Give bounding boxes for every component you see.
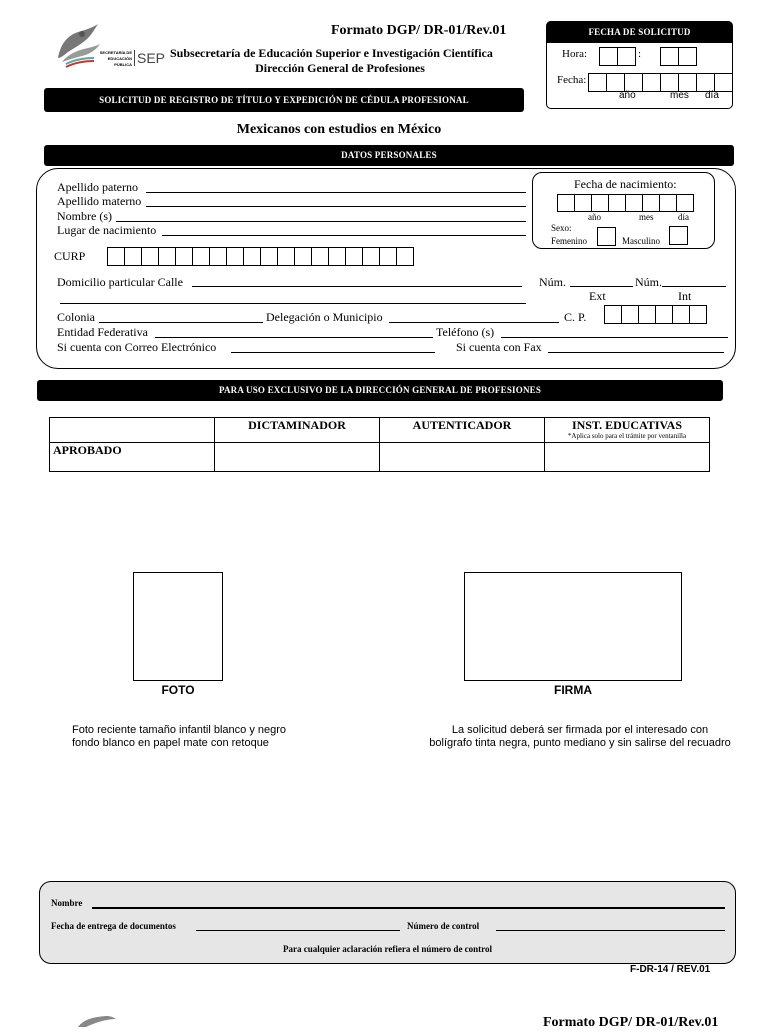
inst-educativas-header bbox=[545, 418, 710, 443]
lugar-nacimiento-label: Lugar de nacimiento bbox=[57, 223, 157, 237]
next-page-logo bbox=[76, 1014, 116, 1026]
nac-dia-label: día bbox=[678, 212, 689, 222]
int-label: Int bbox=[678, 289, 692, 303]
logo-sep: SEP bbox=[134, 50, 165, 66]
curp-label: CURP bbox=[54, 249, 86, 263]
sep-logo bbox=[52, 18, 166, 70]
apellido-paterno-field[interactable] bbox=[146, 192, 526, 193]
numero-control-field[interactable] bbox=[496, 930, 725, 931]
hora-colon: : bbox=[638, 48, 642, 60]
aclaracion-note: Para cualquier aclaración refiera el número de control bbox=[282, 944, 493, 954]
entidad-label: Entidad Federativa bbox=[57, 325, 148, 339]
domicilio-field[interactable] bbox=[192, 286, 522, 287]
sexo-label: Sexo: bbox=[551, 223, 572, 233]
apellido-materno-field[interactable] bbox=[146, 206, 526, 207]
direccion-title: Dirección General de Profesiones bbox=[255, 61, 425, 75]
fecha-label: Fecha: bbox=[557, 74, 587, 86]
hora-mm-cells[interactable] bbox=[660, 47, 697, 66]
hora-label: Hora: bbox=[562, 48, 588, 60]
nac-ano-label: año bbox=[588, 212, 601, 222]
inst-educativas-note: *Aplica solo para el trámite por ventanilla bbox=[567, 432, 687, 440]
inst-educativas-label: INST. EDUCATIVAS bbox=[571, 418, 683, 432]
apellido-paterno-label: Apellido paterno bbox=[57, 180, 138, 194]
fecha-solicitud-title: FECHA DE SOLICITUD bbox=[546, 21, 733, 43]
domicilio-field-2[interactable] bbox=[60, 303, 526, 304]
fecha-nacimiento-title: Fecha de nacimiento: bbox=[574, 177, 677, 191]
aprobado-label: APROBADO bbox=[50, 443, 215, 472]
logo-text: SECRETARÍA DE EDUCACIÓN PÚBLICA bbox=[99, 50, 132, 67]
next-page-header: Formato DGP/ DR-01/Rev.01 bbox=[543, 1015, 719, 1030]
eagle-emblem-icon bbox=[76, 1015, 116, 1027]
foto-note-2: fondo blanco en papel mate con retoque bbox=[72, 737, 269, 749]
apellido-materno-label: Apellido materno bbox=[57, 194, 142, 208]
nombre-label: Nombre (s) bbox=[57, 209, 112, 223]
fecha-entrega-field[interactable] bbox=[196, 930, 400, 931]
femenino-checkbox[interactable] bbox=[597, 227, 616, 246]
fax-field[interactable] bbox=[548, 352, 724, 353]
cp-label: C. P. bbox=[564, 310, 587, 324]
num-int-field[interactable] bbox=[662, 286, 726, 287]
uso-exclusivo-bar: PARA USO EXCLUSIVO DE LA DIRECCIÓN GENERAL DE PROFESIONES bbox=[37, 380, 723, 401]
femenino-label: Femenino bbox=[551, 236, 587, 246]
autenticador-header: AUTENTICADOR bbox=[380, 418, 545, 443]
dictaminador-header: DICTAMINADOR bbox=[215, 418, 380, 443]
dictaminador-cell[interactable] bbox=[215, 443, 380, 472]
foto-label: FOTO bbox=[161, 683, 195, 697]
entidad-field[interactable] bbox=[155, 337, 433, 338]
fecha-ano-label: año bbox=[619, 90, 636, 101]
firma-note-2: bolígrafo tinta negra, punto mediano y sin salirse del recuadro bbox=[429, 737, 731, 749]
fecha-dia-label: día bbox=[705, 90, 719, 101]
hora-hh-cells[interactable] bbox=[599, 47, 636, 66]
inst-educativas-cell[interactable] bbox=[545, 443, 710, 472]
num-int-label: Núm. bbox=[635, 275, 662, 289]
nombre-field[interactable] bbox=[116, 221, 526, 222]
subtitle: Mexicanos con estudios en México bbox=[236, 122, 442, 137]
domicilio-label: Domicilio particular Calle bbox=[57, 275, 183, 289]
approval-table bbox=[49, 417, 710, 472]
fecha-nacimiento-cells[interactable] bbox=[557, 194, 694, 212]
autenticador-cell[interactable] bbox=[380, 443, 545, 472]
fecha-mes-label: mes bbox=[670, 90, 689, 101]
correo-field[interactable] bbox=[231, 352, 435, 353]
numero-control-label: Número de control bbox=[407, 921, 480, 931]
nombre-footer-field[interactable] bbox=[92, 907, 725, 909]
approval-header-empty bbox=[50, 418, 215, 443]
num-ext-label: Núm. bbox=[539, 275, 566, 289]
firma-note-1: La solicitud deberá ser firmada por el interesado con bbox=[451, 724, 709, 736]
ext-label: Ext bbox=[589, 289, 606, 303]
firma-label: FIRMA bbox=[554, 683, 592, 697]
telefono-field[interactable] bbox=[501, 337, 728, 338]
foto-note-1: Foto reciente tamaño infantil blanco y negro bbox=[72, 724, 287, 736]
masculino-checkbox[interactable] bbox=[669, 226, 688, 245]
fecha-entrega-label: Fecha de entrega de documentos bbox=[51, 921, 176, 931]
masculino-label: Masculino bbox=[622, 236, 660, 246]
datos-personales-bar: DATOS PERSONALES bbox=[44, 145, 734, 166]
colonia-label: Colonia bbox=[57, 310, 95, 324]
fax-label: Si cuenta con Fax bbox=[456, 340, 542, 354]
foto-box[interactable] bbox=[133, 572, 223, 681]
num-ext-field[interactable] bbox=[570, 286, 633, 287]
telefono-label: Teléfono (s) bbox=[436, 325, 495, 339]
subsecretaria-title: Subsecretaría de Educación Superior e Investigación Científica bbox=[170, 46, 493, 60]
lugar-nacimiento-field[interactable] bbox=[162, 235, 526, 236]
curp-cells[interactable] bbox=[107, 247, 414, 266]
eagle-emblem-icon bbox=[52, 18, 102, 70]
firma-box[interactable] bbox=[464, 572, 682, 681]
footer-code: F-DR-14 / REV.01 bbox=[630, 964, 711, 975]
delegacion-field[interactable] bbox=[389, 322, 559, 323]
cp-cells[interactable] bbox=[604, 305, 707, 324]
nombre-footer-label: Nombre bbox=[51, 898, 83, 908]
nac-mes-label: mes bbox=[639, 212, 654, 222]
solicitud-bar: SOLICITUD DE REGISTRO DE TÍTULO Y EXPEDICIÓN DE CÉDULA PROFESIONAL bbox=[44, 88, 524, 112]
delegacion-label: Delegación o Municipio bbox=[266, 310, 383, 324]
format-code: Formato DGP/ DR-01/Rev.01 bbox=[331, 23, 507, 38]
colonia-field[interactable] bbox=[99, 322, 263, 323]
correo-label: Si cuenta con Correo Electrónico bbox=[57, 340, 217, 354]
